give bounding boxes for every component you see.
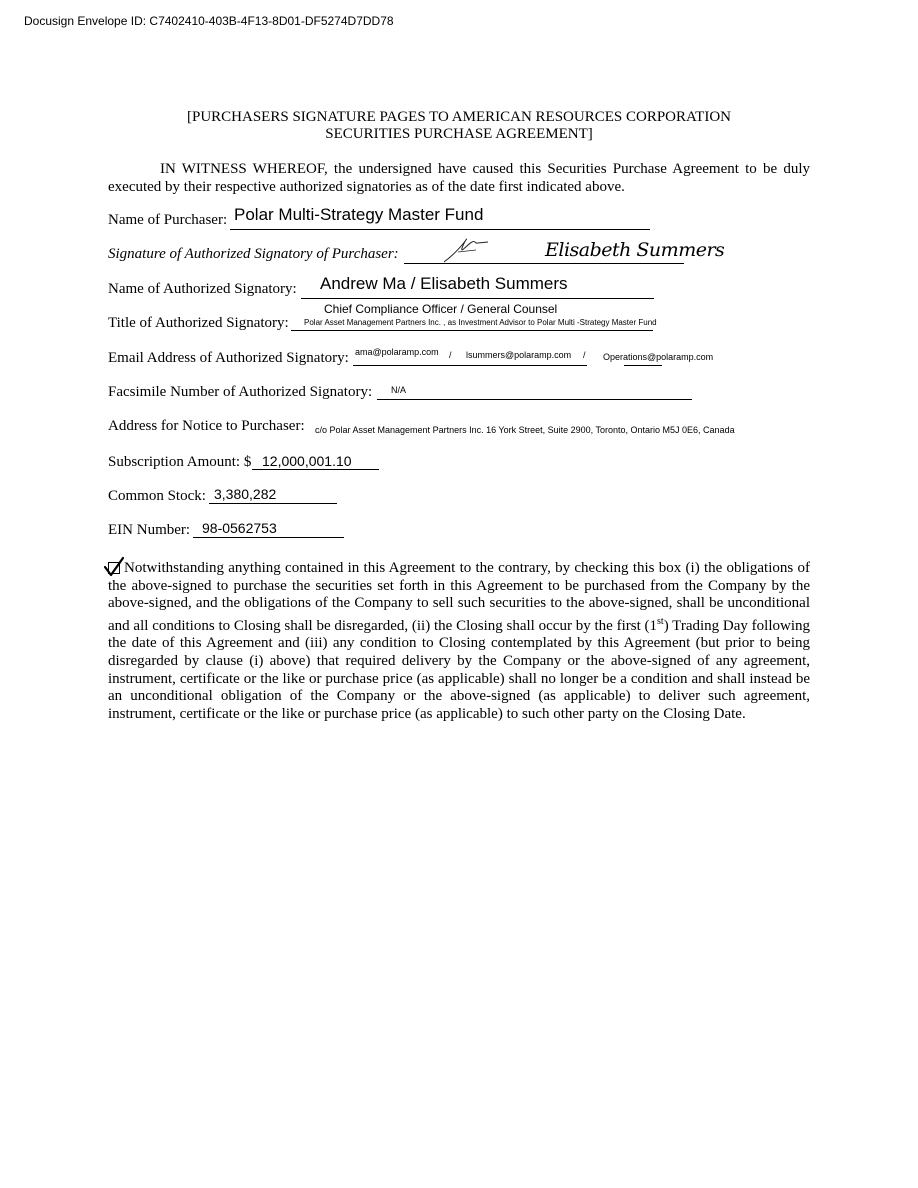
email-separator-2: / bbox=[583, 350, 586, 360]
email-value-3[interactable]: Operations@polaramp.com bbox=[603, 352, 714, 362]
common-stock-line bbox=[209, 503, 337, 504]
signature-scribble-icon bbox=[438, 234, 508, 266]
signatory-title-value-line-1[interactable]: Chief Compliance Officer / General Counsel bbox=[324, 302, 558, 316]
common-stock-label: Common Stock: bbox=[108, 488, 206, 504]
witness-paragraph: IN WITNESS WHEREOF, the undersigned have caused this Securities Purchase Agreement to be duly executed by their respective authorized signatories as of the date first indicated above. bbox=[108, 161, 810, 195]
signatory-name-value[interactable]: Andrew Ma / Elisabeth Summers bbox=[320, 274, 568, 293]
fax-value[interactable]: N/A bbox=[391, 385, 407, 395]
checkbox-text-part-2: ) Trading Day following the date of this Agreement and (iii) any condition to Closing contemplated by this Agreement (but prior to being disregarded by clause (i) above) that required delivery by the Company or the above-signed of any agreement, instrument, certificate or the like or purchase price (as applicable) shall no longer be a condition and shall instead be an unconditional obligation of the Company or the above-signed (as applicable) to deliver such agreement, instrument, certificate or the like or purchase price (as applicable) to such other party on the Closing Date. bbox=[108, 617, 811, 722]
subscription-line bbox=[252, 469, 379, 470]
ein-value[interactable]: 98-0562753 bbox=[202, 520, 277, 536]
envelope-id: Docusign Envelope ID: C7402410-403B-4F13-8D01-DF5274D7DD78 bbox=[24, 14, 394, 28]
signature-label: Signature of Authorized Signatory of Purchaser: bbox=[108, 246, 399, 262]
signature-handwritten-name: Elisabeth Summers bbox=[545, 239, 725, 261]
fax-line bbox=[377, 399, 692, 400]
checkbox-text-part-1: Notwithstanding anything contained in this Agreement to the contrary, by checking this box (i) the obligations of the above-signed to purchase the securities set forth in this Agreement to be purchased from the Company by the above-signed, and the obligations of the Company to sell such securities to the above-signed, shall be unconditional and all conditions to Closing shall be disregarded, (ii) the Closing shall occur by the first (1 bbox=[108, 560, 810, 634]
address-label: Address for Notice to Purchaser: bbox=[108, 418, 305, 434]
email-line-2 bbox=[624, 365, 662, 366]
common-stock-value[interactable]: 3,380,282 bbox=[214, 486, 277, 502]
email-value-1[interactable]: ama@polaramp.com bbox=[355, 347, 439, 357]
signatory-name-line bbox=[301, 298, 654, 299]
signatory-title-label: Title of Authorized Signatory: bbox=[108, 315, 289, 331]
email-line-1 bbox=[353, 365, 587, 366]
ein-line bbox=[193, 537, 344, 538]
signatory-name-label: Name of Authorized Signatory: bbox=[108, 281, 297, 297]
fax-label: Facsimile Number of Authorized Signatory: bbox=[108, 384, 373, 400]
page-title-line-1: [PURCHASERS SIGNATURE PAGES TO AMERICAN RESOURCES CORPORATION bbox=[187, 109, 731, 125]
ein-label: EIN Number: bbox=[108, 522, 191, 538]
signatory-title-line bbox=[291, 330, 653, 331]
email-label: Email Address of Authorized Signatory: bbox=[108, 350, 349, 366]
email-value-2[interactable]: lsummers@polaramp.com bbox=[466, 350, 572, 360]
email-separator-1: / bbox=[449, 350, 452, 360]
page-title-line-2: SECURITIES PURCHASE AGREEMENT] bbox=[325, 126, 593, 142]
checkbox-paragraph bbox=[108, 560, 810, 723]
purchaser-label: Name of Purchaser: bbox=[108, 212, 228, 228]
checkbox-text-superscript: st bbox=[657, 615, 664, 627]
purchaser-line bbox=[230, 229, 650, 230]
address-value[interactable]: c/o Polar Asset Management Partners Inc. 16 York Street, Suite 2900, Toronto, Ontario M5J 0E6, Canada bbox=[315, 425, 735, 435]
signatory-title-value-line-2[interactable]: Polar Asset Management Partners Inc. , as Investment Advisor to Polar Multi -Strategy Master Fund bbox=[304, 318, 657, 327]
subscription-value[interactable]: 12,000,001.10 bbox=[262, 453, 352, 469]
purchaser-value[interactable]: Polar Multi-Strategy Master Fund bbox=[234, 205, 484, 224]
subscription-label: Subscription Amount: $ bbox=[108, 454, 252, 470]
